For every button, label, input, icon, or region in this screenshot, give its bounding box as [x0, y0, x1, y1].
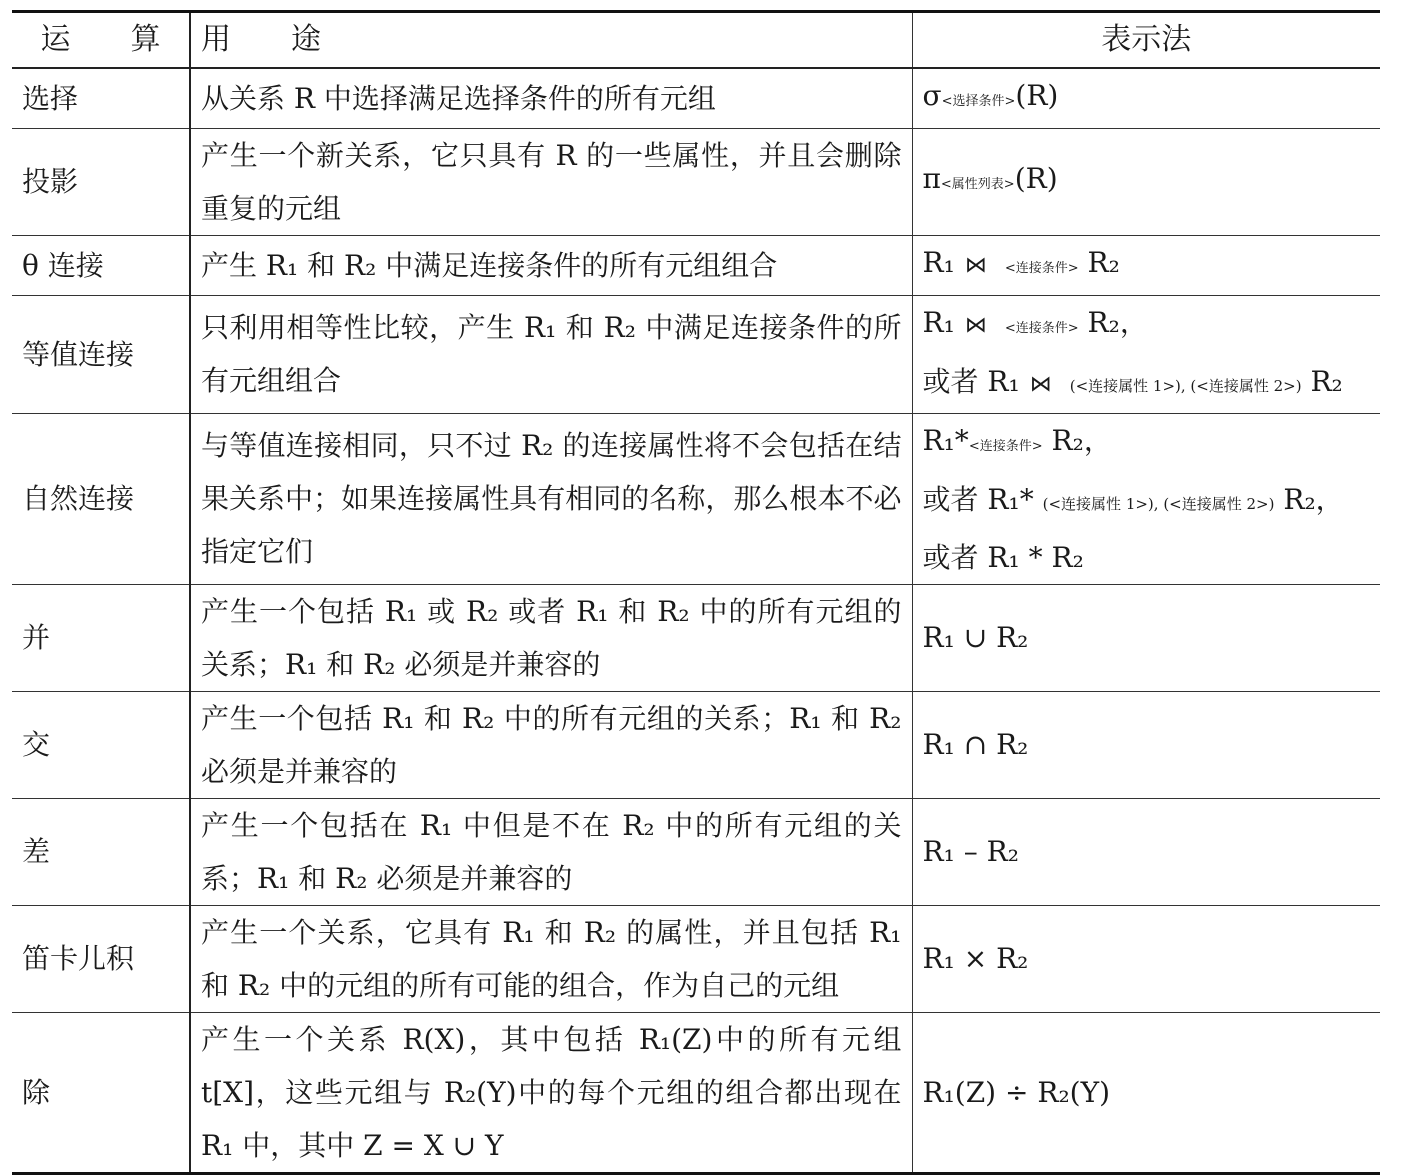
notation-operand: R₂，: [1051, 423, 1112, 457]
notation-subscript: <连接条件>: [1004, 260, 1079, 276]
operation-name: 除: [12, 1012, 190, 1173]
operation-notation: [912, 413, 1380, 584]
operation-notation: R₁ ∪ R₂: [922, 621, 1029, 654]
operation-notation: R₁(Z) ÷ R₂(Y): [922, 1075, 1111, 1109]
notation-line: 或者 R₁ * R₂: [922, 540, 1084, 574]
operation-notation: [912, 68, 1380, 129]
header-purpose: 用 途: [190, 12, 912, 68]
notation-operand: 或者 R₁: [922, 364, 1020, 398]
notation-line: [923, 296, 1371, 355]
operation-notation: R₁ × R₂: [922, 942, 1029, 975]
operation-notation: R₁ ∩ R₂: [922, 728, 1029, 761]
table-row: [12, 295, 1380, 413]
relational-algebra-table: [12, 10, 1380, 1175]
join-icon: ⋈: [1029, 371, 1052, 397]
join-icon: ⋈: [964, 312, 987, 338]
operation-name: θ 连接: [12, 235, 190, 295]
operation-purpose: 产生一个关系 R(X)，其中包括 R₁(Z)中的所有元组 t[X]，这些元组与 R₂(Y)中的每个元组的组合都出现在 R₁ 中，其中 Z = X ∪ Y: [190, 1012, 912, 1173]
notation-line: [923, 355, 1371, 413]
operation-purpose: 只利用相等性比较，产生 R₁ 和 R₂ 中满足连接条件的所有元组组合: [190, 295, 912, 413]
join-icon: ⋈: [964, 252, 987, 278]
table-row: [12, 68, 1380, 129]
notation-operand: (R): [1015, 78, 1059, 112]
notation-subscript: (<连接属性 1>), (<连接属性 2>): [1069, 376, 1302, 395]
notation-subscript: (<连接属性 1>), (<连接属性 2>): [1042, 494, 1275, 513]
notation-operand: R₂: [1087, 245, 1120, 279]
header-operation: 运 算: [12, 12, 190, 68]
operation-notation: [912, 128, 1380, 235]
notation-symbol: σ: [922, 78, 942, 112]
operation-purpose: 产生一个包括 R₁ 或 R₂ 或者 R₁ 和 R₂ 中的所有元组的关系；R₁ 和 R₂ 必须是并兼容的: [190, 584, 912, 691]
operation-name: 等值连接: [12, 295, 190, 413]
notation-operand: R₂，: [1283, 482, 1344, 516]
table-row: [12, 584, 1380, 691]
operation-purpose: 与等值连接相同，只不过 R₂ 的连接属性将不会包括在结果关系中；如果连接属性具有相同的名称，那么根本不必指定它们: [190, 413, 912, 584]
notation-operand: (R): [1014, 162, 1058, 195]
operation-purpose: 产生 R₁ 和 R₂ 中满足连接条件的所有元组组合: [190, 235, 912, 295]
operation-purpose: 从关系 R 中选择满足选择条件的所有元组: [190, 68, 912, 129]
table-row: [12, 798, 1380, 905]
table-row: [12, 905, 1380, 1012]
header-notation: 表示法: [1101, 22, 1192, 58]
operation-purpose: 产生一个包括在 R₁ 中但是不在 R₂ 中的所有元组的关系；R₁ 和 R₂ 必须是并兼容的: [190, 798, 912, 905]
operation-notation: R₁ – R₂: [922, 835, 1019, 868]
notation-symbol: π: [922, 162, 941, 195]
operation-purpose: 产生一个关系，它具有 R₁ 和 R₂ 的属性，并且包括 R₁ 和 R₂ 中的元组的所有可能的组合，作为自己的元组: [190, 905, 912, 1012]
operation-purpose: 产生一个新关系，它只具有 R 的一些属性，并且会删除重复的元组: [190, 128, 912, 235]
notation-operand: R₁: [922, 245, 955, 279]
notation-operand: 或者 R₁*: [922, 482, 1034, 516]
notation-subscript: <连接条件>: [968, 438, 1043, 454]
table-row: [12, 235, 1380, 295]
notation-operand: R₂: [1310, 364, 1343, 398]
operation-name: 差: [12, 798, 190, 905]
operation-name: 笛卡儿积: [12, 905, 190, 1012]
table-row: [12, 413, 1380, 584]
operation-name: 自然连接: [12, 413, 190, 584]
operation-notation: [912, 235, 1380, 295]
notation-subscript: <选择条件>: [941, 93, 1016, 109]
notation-operand: R₁*: [922, 423, 969, 457]
table-row: [12, 691, 1380, 798]
operation-notation: [912, 295, 1380, 413]
notation-operand: R₁: [922, 305, 955, 339]
notation-subscript: <属性列表>: [940, 177, 1015, 192]
operation-name: 交: [12, 691, 190, 798]
operation-name: 选择: [12, 68, 190, 129]
notation-operand: R₂，: [1087, 305, 1148, 339]
table-row: [12, 128, 1380, 235]
operation-name: 并: [12, 584, 190, 691]
header-row: [12, 12, 1380, 68]
operation-name: 投影: [12, 128, 190, 235]
notation-line: [923, 473, 1371, 531]
operation-purpose: 产生一个包括 R₁ 和 R₂ 中的所有元组的关系；R₁ 和 R₂ 必须是并兼容的: [190, 691, 912, 798]
table-row: [12, 1012, 1380, 1173]
notation-line: [923, 414, 1371, 473]
notation-subscript: <连接条件>: [1004, 320, 1079, 336]
